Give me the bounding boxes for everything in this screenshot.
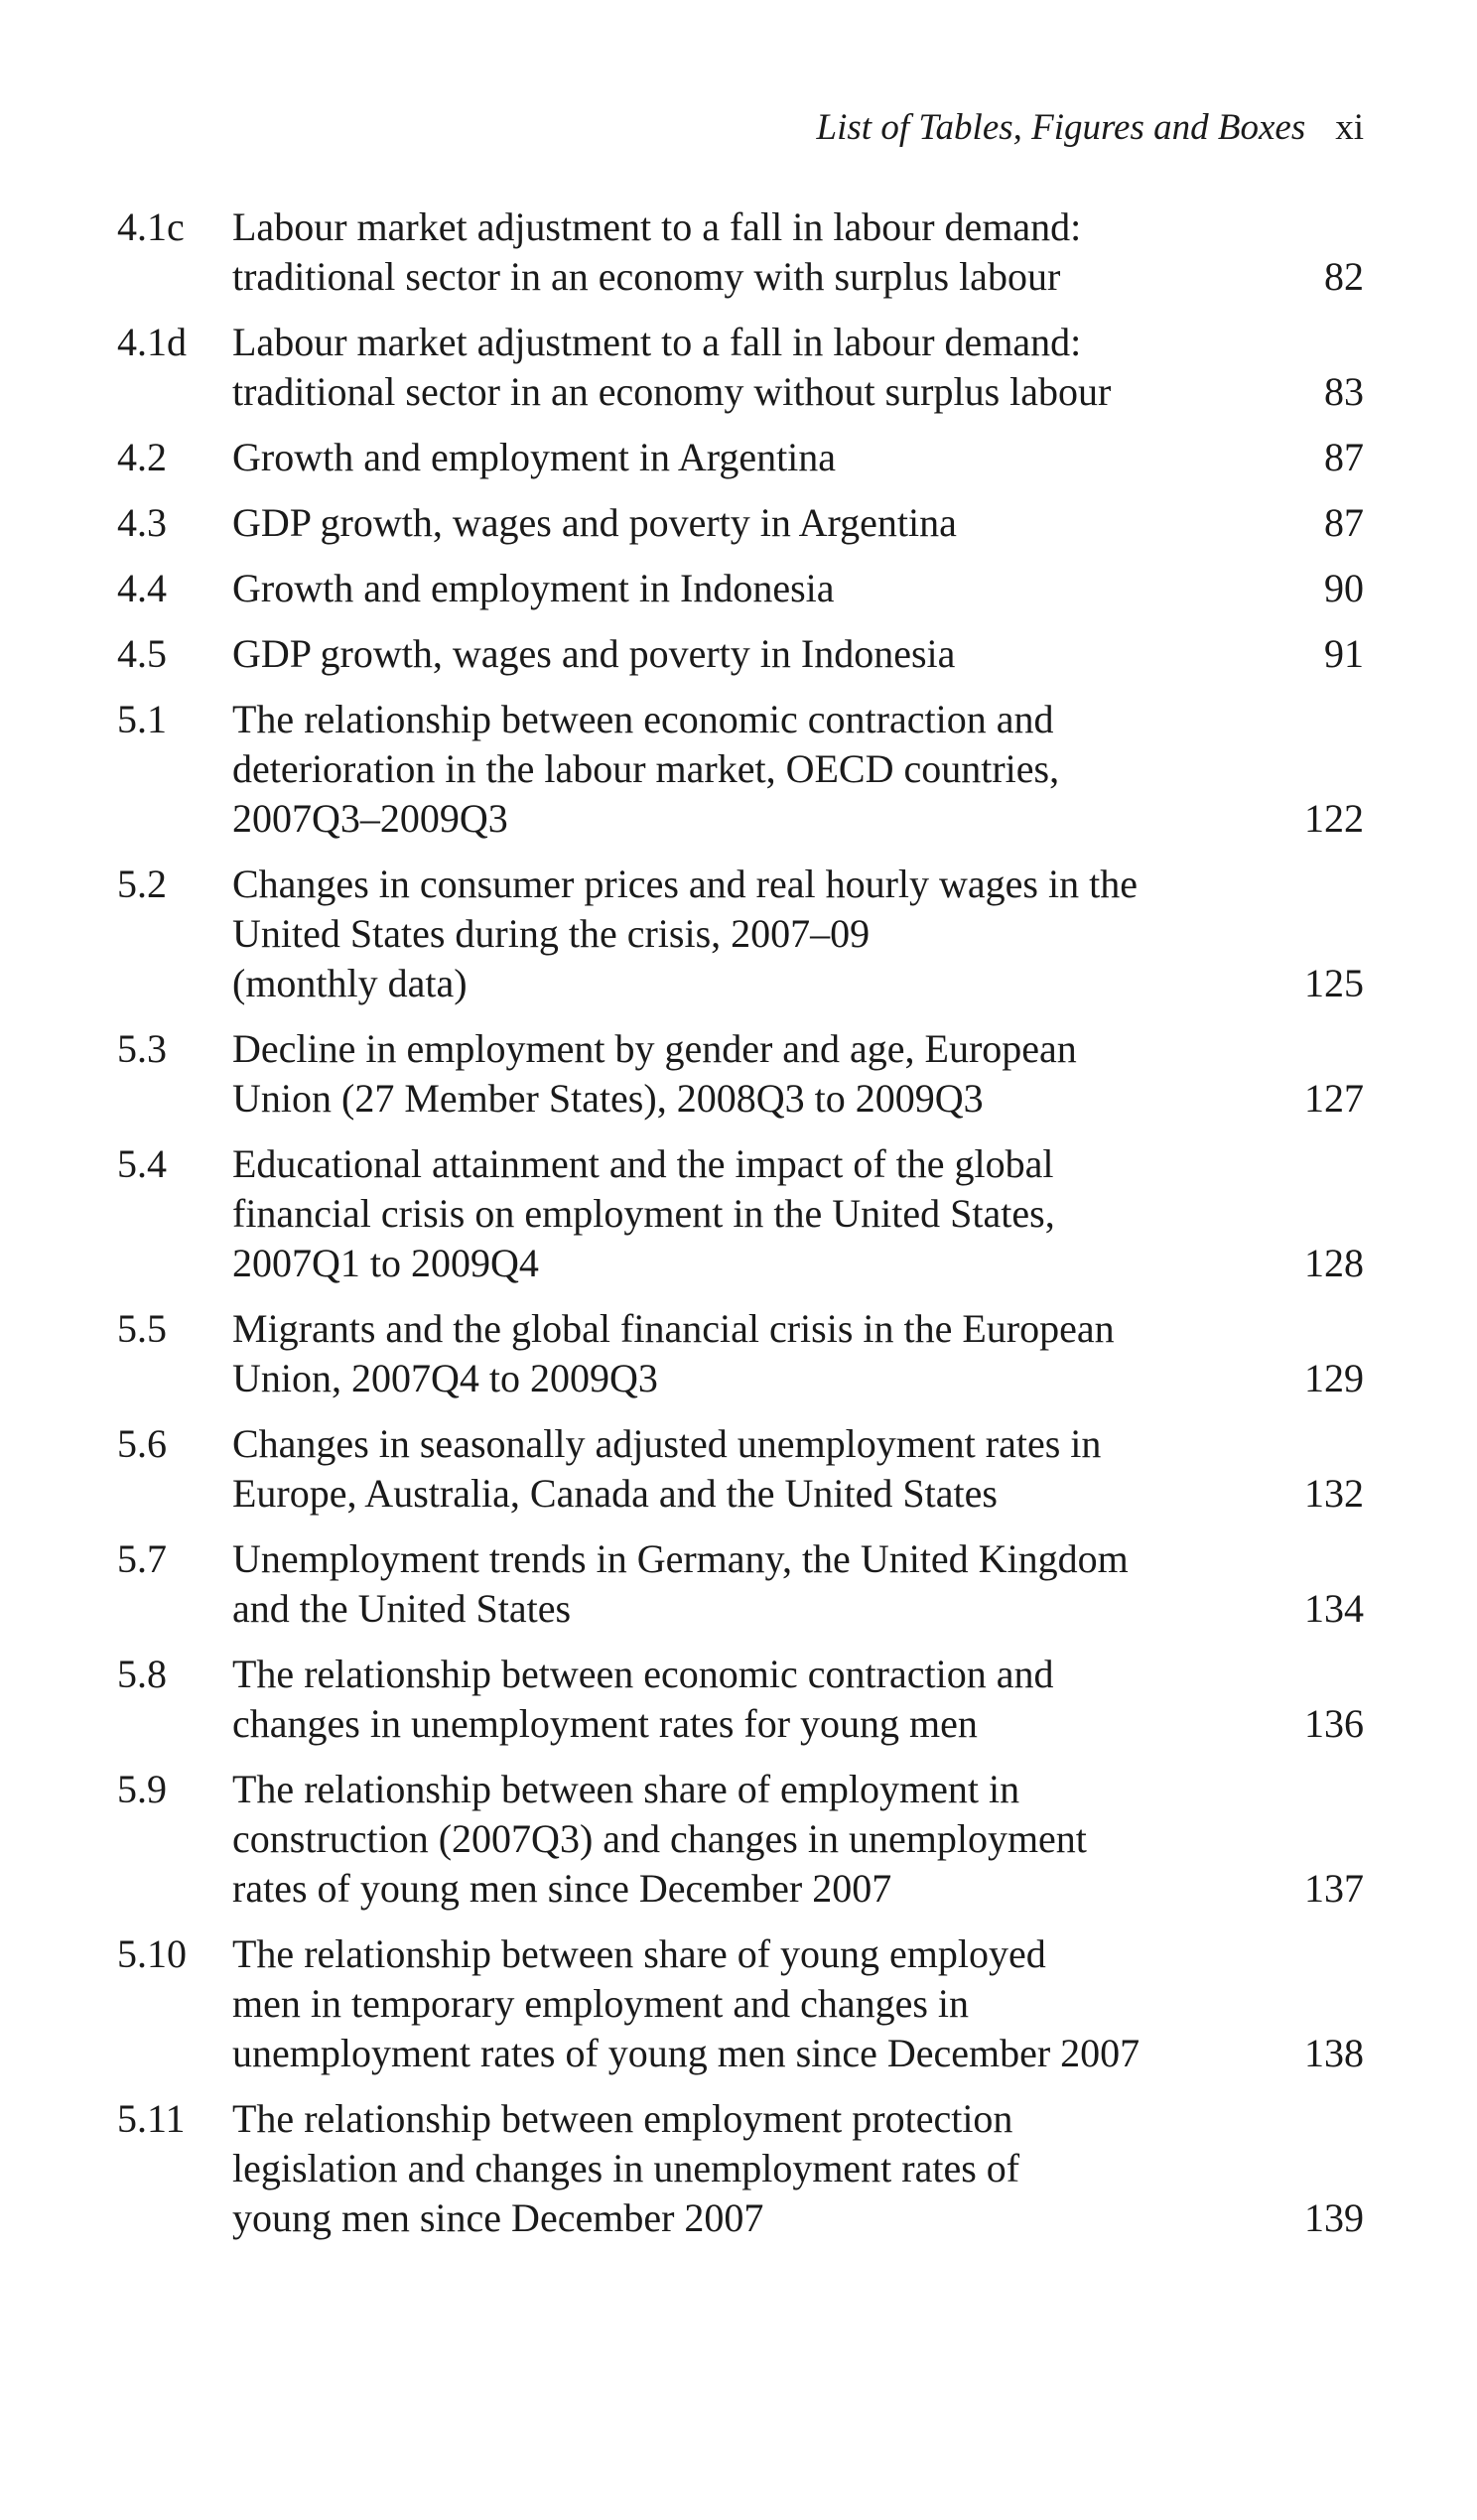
page-reference: 125 [1304, 961, 1364, 1005]
figure-number: 4.1d [117, 320, 187, 364]
list-item [117, 1650, 1364, 1749]
figure-number: 5.5 [117, 1306, 167, 1351]
list-item [117, 629, 1364, 679]
figure-caption [232, 695, 1284, 844]
list-item [117, 860, 1364, 1008]
page-reference: 90 [1324, 566, 1364, 610]
figure-number: 5.10 [117, 1931, 187, 1976]
list-item [117, 2094, 1364, 2243]
figure-number: 4.1c [117, 204, 185, 249]
caption-line: Unemployment trends in Germany, the United Kingdom [232, 1536, 1129, 1581]
page-number: xi [1335, 107, 1364, 148]
caption-line: changes in unemployment rates for young men [232, 1701, 978, 1746]
figure-caption [232, 1419, 1284, 1519]
figure-caption [232, 860, 1284, 1008]
figure-caption [232, 629, 1284, 679]
caption-line: The relationship between employment protection [232, 2096, 1013, 2141]
figure-caption [232, 1650, 1284, 1749]
figure-number: 4.2 [117, 435, 167, 479]
figure-caption [232, 1534, 1284, 1634]
caption-line: GDP growth, wages and poverty in Argentina [232, 500, 957, 545]
figure-number: 5.1 [117, 697, 167, 741]
figure-caption [232, 498, 1284, 548]
figure-number: 4.5 [117, 631, 167, 676]
caption-line: Union, 2007Q4 to 2009Q3 [232, 1356, 658, 1400]
figure-caption [232, 2094, 1284, 2243]
list-item [117, 1024, 1364, 1124]
page-reference: 129 [1304, 1356, 1364, 1400]
caption-line: deterioration in the labour market, OECD countries, [232, 746, 1060, 791]
caption-line: Labour market adjustment to a fall in labour demand: [232, 320, 1082, 364]
caption-line: 2007Q3–2009Q3 [232, 796, 508, 841]
page-reference: 91 [1324, 631, 1364, 676]
figure-number: 5.3 [117, 1026, 167, 1071]
page-reference: 127 [1304, 1076, 1364, 1121]
page-reference: 138 [1304, 2031, 1364, 2075]
list-item [117, 1139, 1364, 1288]
figure-caption [232, 1304, 1284, 1403]
figure-number: 5.4 [117, 1141, 167, 1186]
caption-line: Migrants and the global financial crisis in the European [232, 1306, 1115, 1351]
caption-line: The relationship between share of employment in [232, 1767, 1020, 1811]
list-item [117, 318, 1364, 417]
list-item [117, 202, 1364, 302]
caption-line: Decline in employment by gender and age, European [232, 1026, 1077, 1071]
caption-line: The relationship between economic contraction and [232, 1652, 1054, 1696]
figure-number: 5.7 [117, 1536, 167, 1581]
caption-line: GDP growth, wages and poverty in Indonesia [232, 631, 956, 676]
list-item [117, 1419, 1364, 1519]
page-reference: 128 [1304, 1241, 1364, 1285]
figure-number: 4.4 [117, 566, 167, 610]
page-reference: 132 [1304, 1471, 1364, 1516]
list-item [117, 1304, 1364, 1403]
figure-caption [232, 433, 1284, 482]
page-reference: 87 [1324, 500, 1364, 545]
figure-caption [232, 1139, 1284, 1288]
caption-line: unemployment rates of young men since December 2007 [232, 2031, 1141, 2075]
caption-line: Union (27 Member States), 2008Q3 to 2009Q3 [232, 1076, 984, 1121]
caption-line: young men since December 2007 [232, 2195, 764, 2240]
figure-caption [232, 1024, 1284, 1124]
figure-number: 5.9 [117, 1767, 167, 1811]
running-head [117, 103, 1364, 153]
list-item [117, 1765, 1364, 1914]
caption-line: The relationship between share of young employed [232, 1931, 1046, 1976]
caption-line: Changes in seasonally adjusted unemployment rates in [232, 1421, 1102, 1466]
caption-line: rates of young men since December 2007 [232, 1866, 892, 1911]
figure-number: 5.2 [117, 862, 167, 906]
caption-line: Growth and employment in Indonesia [232, 566, 835, 610]
caption-line: financial crisis on employment in the United States, [232, 1191, 1055, 1236]
caption-line: traditional sector in an economy with surplus labour [232, 254, 1061, 299]
page-reference: 139 [1304, 2195, 1364, 2240]
figure-caption [232, 318, 1284, 417]
page-reference: 122 [1304, 796, 1364, 841]
caption-line: (monthly data) [232, 961, 468, 1005]
caption-line: and the United States [232, 1586, 572, 1631]
page-reference: 82 [1324, 254, 1364, 299]
figure-number: 5.6 [117, 1421, 167, 1466]
caption-line: Labour market adjustment to a fall in labour demand: [232, 204, 1082, 249]
page-reference: 136 [1304, 1701, 1364, 1746]
running-head-title: List of Tables, Figures and Boxes [816, 107, 1306, 148]
list-item [117, 498, 1364, 548]
caption-line: legislation and changes in unemployment rates of [232, 2146, 1020, 2190]
list-item [117, 433, 1364, 482]
figure-caption [232, 1929, 1284, 2078]
caption-line: The relationship between economic contraction and [232, 697, 1054, 741]
caption-line: traditional sector in an economy without surplus labour [232, 369, 1112, 414]
list-item [117, 1929, 1364, 2078]
caption-line: Growth and employment in Argentina [232, 435, 837, 479]
caption-line: Changes in consumer prices and real hourly wages in the [232, 862, 1138, 906]
page-reference: 83 [1324, 369, 1364, 414]
figure-caption [232, 564, 1284, 613]
page-reference: 134 [1304, 1586, 1364, 1631]
list-item [117, 564, 1364, 613]
caption-line: construction (2007Q3) and changes in unemployment [232, 1816, 1087, 1861]
caption-line: 2007Q1 to 2009Q4 [232, 1241, 539, 1285]
figure-caption [232, 1765, 1284, 1914]
page-reference: 87 [1324, 435, 1364, 479]
caption-line: Europe, Australia, Canada and the United States [232, 1471, 998, 1516]
figure-number: 4.3 [117, 500, 167, 545]
list-item [117, 695, 1364, 844]
list-item [117, 1534, 1364, 1634]
figure-number: 5.11 [117, 2096, 186, 2141]
page-reference: 137 [1304, 1866, 1364, 1911]
caption-line: Educational attainment and the impact of the global [232, 1141, 1054, 1186]
caption-line: United States during the crisis, 2007–09 [232, 911, 871, 956]
figure-list [117, 202, 1364, 2259]
figure-number: 5.8 [117, 1652, 167, 1696]
caption-line: men in temporary employment and changes in [232, 1981, 970, 2026]
figure-caption [232, 202, 1284, 302]
